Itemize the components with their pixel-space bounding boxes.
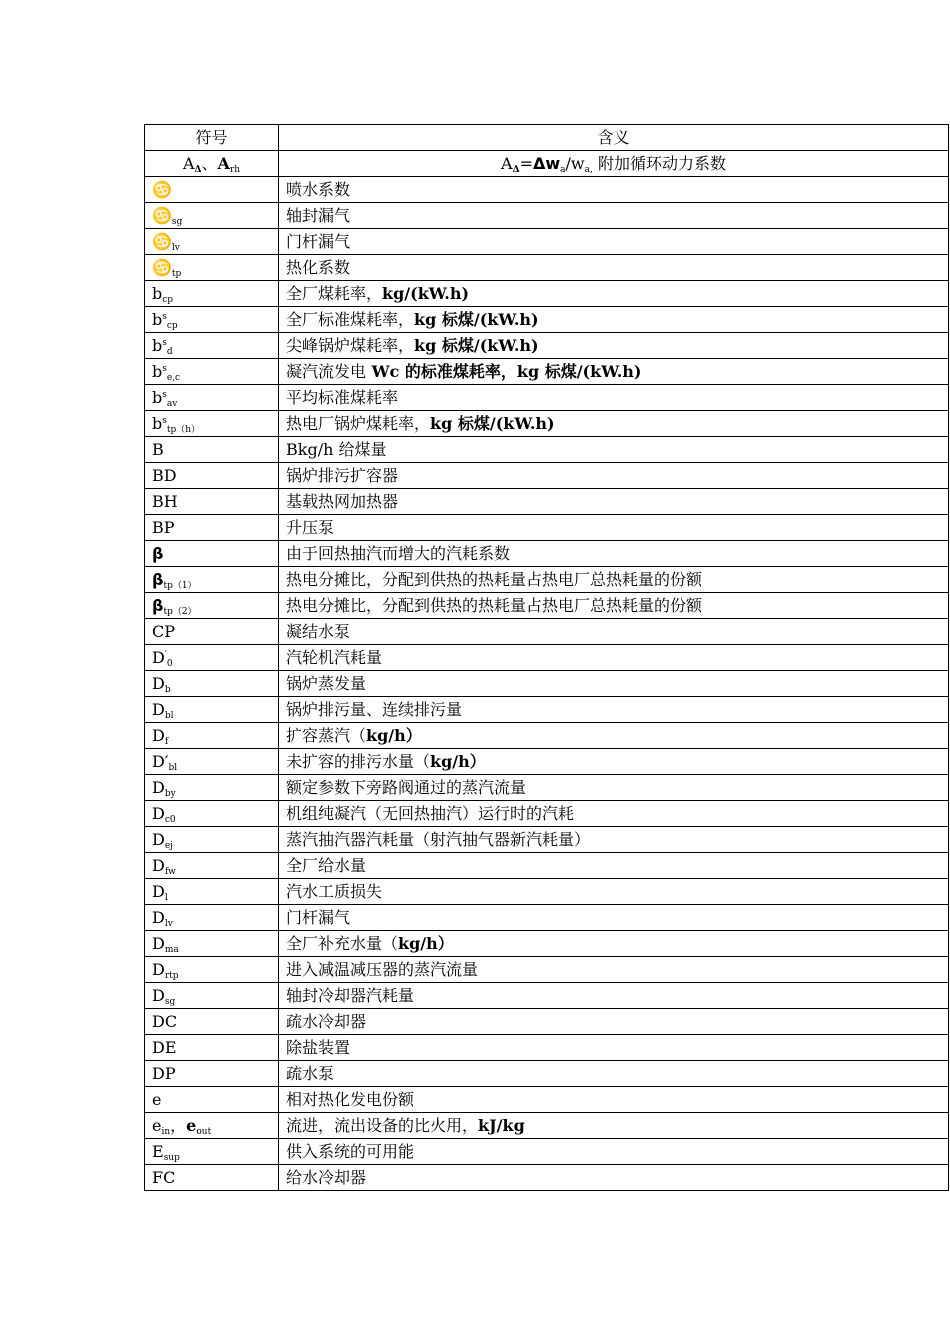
- meaning-cell: [279, 333, 949, 359]
- meaning-cell: [279, 1139, 949, 1165]
- symbol-cell: [145, 905, 279, 931]
- symbol-base: ♋: [152, 180, 172, 199]
- symbol-base: ♋: [152, 206, 172, 225]
- meaning-cell: [279, 723, 949, 749]
- table-row: [145, 177, 949, 203]
- symbol-base: D: [152, 778, 165, 797]
- meaning-text: 锅炉蒸发量: [286, 674, 367, 693]
- meaning-cell: [279, 671, 949, 697]
- meaning-text: 基载热网加热器: [286, 492, 399, 511]
- symbol-subscript: bl: [164, 711, 174, 721]
- meaning-text: 由于回热抽汽而增大的汽耗系数: [286, 544, 511, 563]
- symbol-base: b: [152, 336, 163, 355]
- symbol-base: b: [152, 284, 163, 303]
- meaning-text: 疏水泵: [286, 1064, 335, 1083]
- table-row: [145, 749, 949, 775]
- symbol-cell: [145, 203, 279, 229]
- symbol-cell: [145, 619, 279, 645]
- symbol-subscript: bl: [168, 763, 178, 773]
- symbol-cell: [145, 307, 279, 333]
- symbol-cell: [145, 879, 279, 905]
- symbol-base: D: [152, 804, 165, 823]
- symbol-base: BP: [152, 518, 175, 537]
- table-row: [145, 1165, 949, 1191]
- symbol-cell: [145, 255, 279, 281]
- symbol-cell: [145, 411, 279, 437]
- meaning-cell: [279, 567, 949, 593]
- symbol-cell: [145, 359, 279, 385]
- table-row: [145, 1009, 949, 1035]
- symbol-base: CP: [152, 622, 176, 641]
- meaning-text: 全厂给水量: [286, 856, 367, 875]
- meaning-cell: [279, 541, 949, 567]
- symbol-separator: 、: [201, 154, 218, 173]
- meaning-cell: [279, 437, 949, 463]
- symbol-subscript: tp: [171, 269, 182, 279]
- meaning-cell: [279, 1035, 949, 1061]
- symbol-subscript: cp: [162, 295, 174, 305]
- symbol-base: b: [152, 310, 163, 329]
- formula-a: A: [501, 154, 513, 173]
- meaning-cell: [279, 177, 949, 203]
- symbol-superscript: s: [162, 390, 167, 400]
- meaning-text: 给水冷却器: [286, 1168, 367, 1187]
- symbol-subscript: l: [164, 893, 168, 903]
- formula-sub: a,: [584, 165, 593, 175]
- symbol-subscript: f: [164, 737, 169, 747]
- symbol-base: D: [152, 986, 165, 1005]
- meaning-cell: [279, 983, 949, 1009]
- symbol-cell: [145, 723, 279, 749]
- symbol-subscript: lv: [171, 243, 180, 253]
- meaning-cell: [279, 515, 949, 541]
- meaning-cell: [279, 853, 949, 879]
- meaning-cell: [279, 957, 949, 983]
- table-row: [145, 567, 949, 593]
- symbol-subscript: av: [166, 399, 178, 409]
- symbol-base: ♋: [152, 258, 172, 277]
- symbol-cell: [145, 489, 279, 515]
- symbol-base: D: [152, 726, 165, 745]
- symbol-cell: [145, 775, 279, 801]
- table-row: [145, 463, 949, 489]
- symbol-base: D: [152, 856, 165, 875]
- symbol-subscript: lv: [164, 919, 173, 929]
- meaning-unit: kg/h）: [398, 934, 454, 953]
- symbol-cell: [145, 541, 279, 567]
- symbol-subscript: rh: [229, 165, 241, 175]
- symbol-base: D: [152, 960, 165, 979]
- symbol-cell: [145, 671, 279, 697]
- meaning-cell: [279, 931, 949, 957]
- meaning-unit: kg/(kW.h): [382, 284, 470, 303]
- meaning-cell: [279, 385, 949, 411]
- symbol-base: e: [152, 1116, 162, 1135]
- table-row: [145, 385, 949, 411]
- symbol-cell: [145, 1139, 279, 1165]
- symbol-base: D′: [152, 752, 169, 771]
- symbol-cell: [145, 593, 279, 619]
- meaning-text: 轴封漏气: [286, 206, 351, 225]
- symbol-base: D: [152, 934, 165, 953]
- formula-slash: /w: [565, 154, 585, 173]
- meaning-cell: [279, 593, 949, 619]
- meaning-cell: [279, 697, 949, 723]
- symbol-subscript: c0: [164, 815, 176, 825]
- meaning-cell: [279, 411, 949, 437]
- table-header-row: [145, 125, 949, 151]
- symbol-superscript: s: [162, 338, 167, 348]
- symbol-cell: [145, 281, 279, 307]
- table-row: [145, 775, 949, 801]
- table-row: [145, 489, 949, 515]
- symbol-subscript: cp: [166, 321, 178, 331]
- symbol-subscript: rtp: [164, 971, 179, 981]
- meaning-cell: [279, 1113, 949, 1139]
- symbol-base: e: [152, 1090, 162, 1109]
- meaning-unit: Wc 的标准煤耗率，kg 标煤/(kW.h): [366, 362, 642, 381]
- symbol-cell: [145, 931, 279, 957]
- symbol-base: D: [152, 648, 165, 667]
- meaning-text: 附加循环动力系数: [592, 154, 726, 173]
- symbol-subscript: ej: [164, 841, 173, 851]
- meaning-cell: [279, 203, 949, 229]
- symbol-cell: [145, 801, 279, 827]
- meaning-text: 热电厂锅炉煤耗率，: [286, 414, 431, 433]
- meaning-text: 全厂补充水量（: [286, 934, 399, 953]
- table-row: [145, 281, 949, 307]
- table-row: [145, 1035, 949, 1061]
- meaning-text: 锅炉排污扩容器: [286, 466, 399, 485]
- meaning-text: 未扩容的排污水量（: [286, 752, 431, 771]
- meaning-text: 除盐装置: [286, 1038, 351, 1057]
- symbol-subscript: b: [164, 685, 171, 695]
- symbol-base: e: [186, 1116, 197, 1135]
- table-body: [145, 151, 949, 1191]
- table-row: [145, 593, 949, 619]
- symbol-base: DE: [152, 1038, 177, 1057]
- meaning-unit: kg 标煤/(kW.h): [430, 414, 555, 433]
- meaning-text: 轴封冷却器汽耗量: [286, 986, 415, 1005]
- meaning-cell: [279, 1165, 949, 1191]
- symbol-base: B: [152, 440, 164, 459]
- meaning-unit: kg 标煤/(kW.h): [414, 310, 539, 329]
- meaning-cell: [279, 463, 949, 489]
- meaning-cell: [279, 255, 949, 281]
- symbol-cell: [145, 463, 279, 489]
- table-row: [145, 515, 949, 541]
- table-row: [145, 801, 949, 827]
- symbol-subscript: Δ: [194, 165, 202, 175]
- table-row: [145, 697, 949, 723]
- table-row: [145, 411, 949, 437]
- meaning-cell: [279, 879, 949, 905]
- symbol-cell: [145, 567, 279, 593]
- symbol-subscript: sup: [163, 1153, 180, 1163]
- symbol-base: β: [152, 596, 164, 615]
- table-row: [145, 1113, 949, 1139]
- symbol-superscript: ′: [164, 650, 167, 660]
- symbol-cell: [145, 1113, 279, 1139]
- meaning-cell: [279, 775, 949, 801]
- symbol-subscript: ma: [164, 945, 179, 955]
- formula-sub: a: [560, 165, 566, 175]
- formula-sub: Δ: [512, 165, 520, 175]
- table-row: [145, 307, 949, 333]
- meaning-text: 升压泵: [286, 518, 335, 537]
- meaning-text: 相对热化发电份额: [286, 1090, 415, 1109]
- meaning-text: 热电分摊比，分配到供热的热耗量占热电厂总热耗量的份额: [286, 570, 703, 589]
- symbol-subscript: tp（1）: [163, 581, 197, 591]
- table-row: [145, 1061, 949, 1087]
- meaning-cell: [279, 645, 949, 671]
- table-row: [145, 827, 949, 853]
- table-row: [145, 879, 949, 905]
- symbol-base: DC: [152, 1012, 178, 1031]
- symbol-base: D: [152, 674, 165, 693]
- table-row: [145, 671, 949, 697]
- symbol-subscript: in: [161, 1127, 171, 1137]
- meaning-text: 喷水系数: [286, 180, 351, 199]
- symbol-base: D: [152, 882, 165, 901]
- meaning-text: 门杆漏气: [286, 232, 351, 251]
- meaning-unit: kg/h）: [366, 726, 422, 745]
- symbol-cell: [145, 645, 279, 671]
- meaning-text: 汽轮机汽耗量: [286, 648, 383, 667]
- symbol-base: b: [152, 414, 163, 433]
- symbol-cell: [145, 1035, 279, 1061]
- meaning-cell: [279, 1087, 949, 1113]
- symbol-cell: [145, 177, 279, 203]
- formula-eq: =: [519, 154, 533, 173]
- symbol-base: D: [152, 908, 165, 927]
- meaning-cell: [279, 307, 949, 333]
- meaning-cell: [279, 1009, 949, 1035]
- symbol-cell: [145, 827, 279, 853]
- meaning-text: 供入系统的可用能: [286, 1142, 415, 1161]
- meaning-text: 平均标准煤耗率: [286, 388, 399, 407]
- symbol-subscript: 0: [166, 659, 173, 669]
- meaning-text: 流进，流出设备的比火用，: [286, 1116, 479, 1135]
- meaning-text: 凝结水泵: [286, 622, 351, 641]
- meaning-cell: [279, 1061, 949, 1087]
- table-row: [145, 645, 949, 671]
- meaning-unit: kg 标煤/(kW.h): [414, 336, 539, 355]
- header-symbol: 符号: [145, 125, 279, 151]
- symbol-cell: [145, 853, 279, 879]
- symbol-cell: [145, 1087, 279, 1113]
- meaning-cell: [279, 359, 949, 385]
- meaning-text: 热化系数: [286, 258, 351, 277]
- symbol-base: D: [152, 700, 165, 719]
- symbol-table: [144, 124, 949, 1191]
- symbol-base: A: [217, 154, 230, 173]
- symbol-cell: [145, 957, 279, 983]
- meaning-text: 锅炉排污量、连续排污量: [286, 700, 463, 719]
- table-row: [145, 359, 949, 385]
- meaning-text: 疏水冷却器: [286, 1012, 367, 1031]
- symbol-base: D: [152, 830, 165, 849]
- symbol-cell: [145, 983, 279, 1009]
- table-row: [145, 905, 949, 931]
- meaning-unit: kg/h）: [430, 752, 486, 771]
- formula-delta: Δw: [532, 154, 561, 173]
- meaning-text: 机组纯凝汽（无回热抽汽）运行时的汽耗: [286, 804, 575, 823]
- table-row: [145, 983, 949, 1009]
- table-row: [145, 1087, 949, 1113]
- symbol-base: FC: [152, 1168, 176, 1187]
- table-row: [145, 203, 949, 229]
- meaning-cell: [279, 151, 949, 177]
- table-row: [145, 333, 949, 359]
- symbol-cell: [145, 1165, 279, 1191]
- symbol-subscript: d: [166, 347, 173, 357]
- symbol-superscript: s: [162, 416, 167, 426]
- symbol-base: BD: [152, 466, 177, 485]
- symbol-base: E: [152, 1142, 164, 1161]
- table-row: [145, 723, 949, 749]
- symbol-cell: [145, 515, 279, 541]
- symbol-base: β: [152, 570, 164, 589]
- symbol-base: ♋: [152, 232, 172, 251]
- table-row: [145, 229, 949, 255]
- symbol-subscript: sg: [171, 217, 183, 227]
- symbol-superscript: s: [162, 364, 167, 374]
- symbol-cell: [145, 385, 279, 411]
- meaning-text: Bkg/h 给煤量: [286, 440, 387, 459]
- meaning-text: 额定参数下旁路阀通过的蒸汽流量: [286, 778, 527, 797]
- symbol-cell: [145, 151, 279, 177]
- table-row: [145, 931, 949, 957]
- meaning-cell: [279, 749, 949, 775]
- meaning-cell: [279, 489, 949, 515]
- symbol-cell: [145, 749, 279, 775]
- meaning-cell: [279, 619, 949, 645]
- symbol-subscript: tp（2）: [163, 607, 197, 617]
- symbol-separator: ，: [170, 1116, 187, 1135]
- symbol-base: A: [182, 154, 195, 173]
- meaning-cell: [279, 281, 949, 307]
- symbol-subscript: out: [196, 1127, 212, 1137]
- meaning-text: 扩容蒸汽（: [286, 726, 367, 745]
- table-row: [145, 1139, 949, 1165]
- meaning-cell: [279, 229, 949, 255]
- table-row: [145, 619, 949, 645]
- table-row: [145, 151, 949, 177]
- symbol-cell: [145, 1009, 279, 1035]
- meaning-text: 热电分摊比，分配到供热的热耗量占热电厂总热耗量的份额: [286, 596, 703, 615]
- table-row: [145, 957, 949, 983]
- symbol-base: b: [152, 388, 163, 407]
- table-row: [145, 437, 949, 463]
- symbol-cell: [145, 229, 279, 255]
- meaning-cell: [279, 905, 949, 931]
- meaning-text: 汽水工质损失: [286, 882, 383, 901]
- symbol-base: BH: [152, 492, 178, 511]
- symbol-subscript: by: [164, 789, 176, 799]
- meaning-cell: [279, 801, 949, 827]
- meaning-text: 尖峰锅炉煤耗率，: [286, 336, 415, 355]
- symbol-subscript: e,c: [166, 373, 181, 383]
- symbol-cell: [145, 333, 279, 359]
- symbol-subscript: fw: [164, 867, 176, 877]
- meaning-text: 进入减温减压器的蒸汽流量: [286, 960, 479, 979]
- symbol-base: DP: [152, 1064, 176, 1083]
- symbol-cell: [145, 437, 279, 463]
- symbol-base: b: [152, 362, 163, 381]
- meaning-text: 蒸汽抽汽器汽耗量（射汽抽气器新汽耗量）: [286, 830, 591, 849]
- meaning-unit: kJ/kg: [478, 1116, 525, 1135]
- meaning-text: 凝汽流发电: [286, 362, 367, 381]
- symbol-cell: [145, 1061, 279, 1087]
- table-row: [145, 853, 949, 879]
- meaning-text: 全厂煤耗率，: [286, 284, 383, 303]
- symbol-subscript: sg: [164, 997, 176, 1007]
- table-row: [145, 255, 949, 281]
- table-row: [145, 541, 949, 567]
- meaning-text: 门杆漏气: [286, 908, 351, 927]
- meaning-text: 全厂标准煤耗率，: [286, 310, 415, 329]
- symbol-superscript: s: [162, 312, 167, 322]
- meaning-cell: [279, 827, 949, 853]
- symbol-subscript: tp（h）: [166, 425, 201, 435]
- symbol-base: β: [152, 544, 164, 563]
- header-meaning: 含义: [279, 125, 949, 151]
- symbol-cell: [145, 697, 279, 723]
